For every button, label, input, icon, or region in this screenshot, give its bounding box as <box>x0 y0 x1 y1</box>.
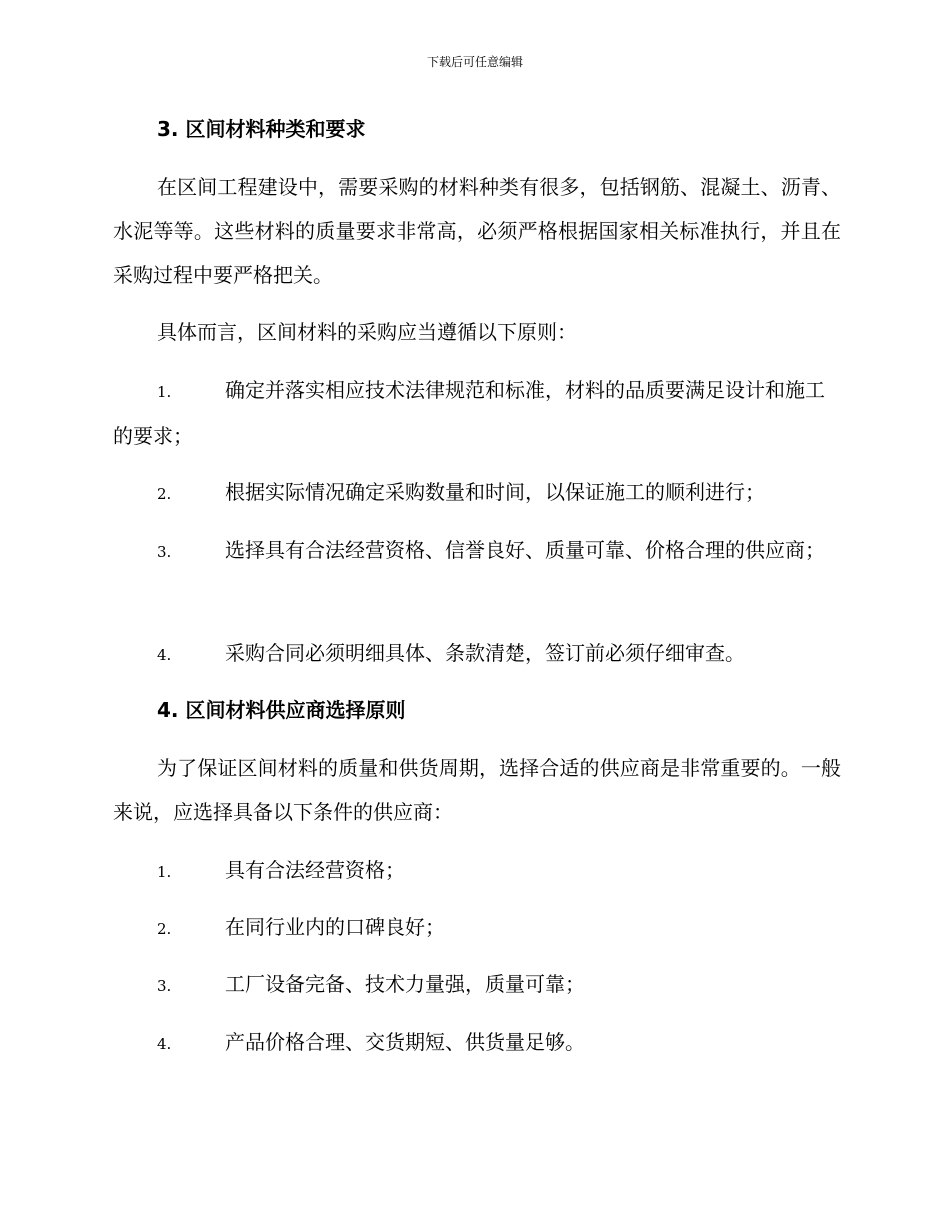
list-text: 确定并落实相应技术法律规范和标准，材料的品质要满足设计和施工的要求； <box>113 378 825 448</box>
list-number: 1. <box>157 383 172 401</box>
section-3-list-item-4 <box>113 631 841 677</box>
section-3-list-item-3 <box>113 528 841 574</box>
list-text: 在同行业内的口碑良好； <box>225 915 445 939</box>
section-3-list-item-1 <box>113 368 841 458</box>
list-text: 根据实际情况确定采购数量和时间，以保证施工的顺利进行； <box>225 480 765 504</box>
list-number: 1. <box>157 863 172 881</box>
page-header: 下载后可任意编辑 <box>426 55 523 69</box>
list-number: 3. <box>157 977 172 995</box>
section-4-heading: 4. 区间材料供应商选择原则 <box>157 698 406 722</box>
section-3-heading: 3. 区间材料种类和要求 <box>157 117 366 141</box>
section-4-list-item-1 <box>113 848 841 894</box>
section-4-list-item-4 <box>113 1020 841 1066</box>
section-3-paragraph-1: 在区间工程建设中，需要采购的材料种类有很多，包括钢筋、混凝土、沥青、水泥等等。这些材料的质量要求非常高，必须严格根据国家相关标准执行，并且在采购过程中要严格把关。 <box>113 175 841 287</box>
list-number: 3. <box>157 543 172 561</box>
section-4-list-item-2 <box>113 905 841 951</box>
list-text: 采购合同必须明细具体、条款清楚，签订前必须仔细审查。 <box>225 641 745 665</box>
list-number: 2. <box>157 485 172 503</box>
section-3-list-item-2 <box>113 470 841 516</box>
list-text: 产品价格合理、交货期短、供货量足够。 <box>225 1030 585 1054</box>
list-number: 4. <box>157 1035 172 1053</box>
list-number: 2. <box>157 920 172 938</box>
list-text: 工厂设备完备、技术力量强，质量可靠； <box>225 972 585 996</box>
list-text: 具有合法经营资格； <box>225 858 405 882</box>
list-number: 4. <box>157 646 172 664</box>
section-4-paragraph-1: 为了保证区间材料的质量和供货周期，选择合适的供应商是非常重要的。一般来说，应选择具备以下条件的供应商： <box>113 756 841 824</box>
section-4-list-item-3 <box>113 962 841 1008</box>
list-text: 选择具有合法经营资格、信誉良好、质量可靠、价格合理的供应商； <box>225 538 825 562</box>
section-3-paragraph-2: 具体而言，区间材料的采购应当遵循以下原则： <box>157 320 577 344</box>
